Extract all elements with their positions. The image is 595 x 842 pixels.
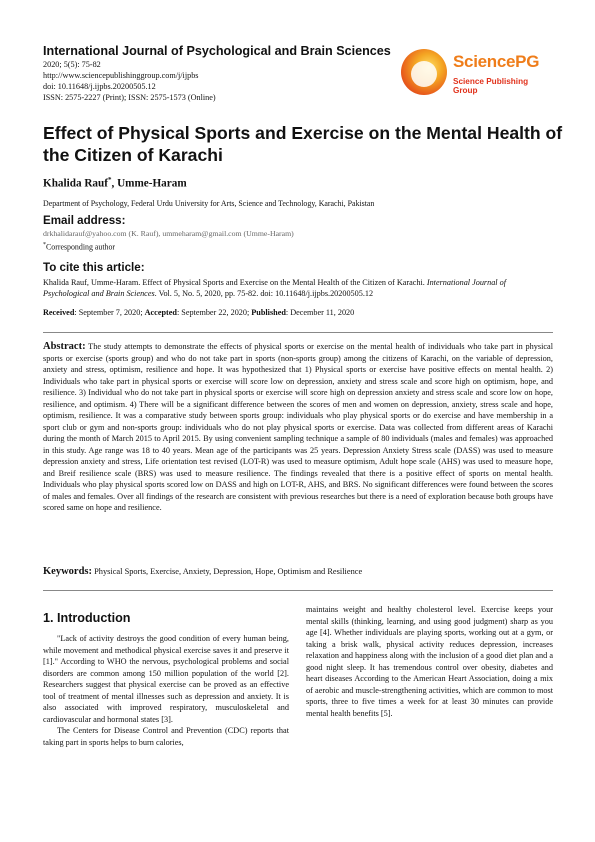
corresponding-text: Corresponding author (46, 242, 116, 252)
received-label: Received (43, 308, 75, 317)
left-column (43, 633, 289, 748)
keywords (43, 566, 553, 577)
journal-url[interactable]: http://www.sciencepublishinggroup.com/j/ijpbs (43, 71, 199, 80)
published-date: : December 11, 2020 (285, 308, 355, 317)
issn-line: ISSN: 2575-2227 (Print); ISSN: 2575-1573 (Online) (43, 93, 216, 102)
logo-subtitle: Science Publishing Group (453, 77, 529, 95)
section-heading: 1. Introduction (43, 611, 131, 625)
accepted-date: : September 22, 2020; (176, 308, 252, 317)
logo-name: SciencePG (453, 52, 540, 71)
globe-icon (401, 49, 447, 95)
received-date: : September 7, 2020; (74, 308, 145, 317)
paragraph: "Lack of activity destroys the good condition of every human being, while movement and methodical physical exercise saves it and preserve it [1]." According to WHO the nervous, psychological problems and social disorders are common among 150 million population of the world [2]. Researchers suggest that physical exercise can be proved as an effective tool of treatment of mental illnesses such as depression and anxiety. It is also associated with improved respiratory, musculoskeletal and cardiovascular and hormonal states [3]. (43, 634, 289, 724)
publication-dates (43, 308, 354, 317)
paper-title: Effect of Physical Sports and Exercise on the Mental Health of the Citizen of Karachi (43, 123, 563, 165)
divider (43, 332, 553, 333)
keywords-text: Physical Sports, Exercise, Anxiety, Depression, Hope, Optimism and Resilience (92, 567, 363, 576)
citation-journal: International Journal of Psychological and Brain Sciences (43, 278, 506, 298)
email-addresses[interactable]: drkhalidarauf@yahoo.com (K. Rauf), ummeharam@gmail.com (Umme-Haram) (43, 229, 294, 238)
abstract-text: The study attempts to demonstrate the effects of physical sports or exercise on the mental health of individuals who take part in physical sports or exercise (sports group) and who do not take part in sports (non-sports group) among the citizens of Karachi, on the variable of depression, anxiety and stress, optimism, resilience and hope. It was hypothesized that 1) Physical sports or exercise have positive effects on mental health. 2) Individuals who take part in physical sports or exercise will score low on depression, anxiety and stress scale and score high on optimism, hope, and resilience. 3) Individual who do not take part in physical sports or exercise will score high on depression anxiety and stress scale and score low on hope, resilience, and optimism. 4) There will be a significant difference between the scores of men and women on depression, anxiety, stress scale and hope, optimism, resilience. It was a comparative study between sports group: individuals who play physical sports or do exercise and have membership in a sport club or gym and non-sports group: individuals who do not play physical sports or exercise. Data was collected from different areas of Karachi during the month of March 2015 to April 2015. By using convenient sampling technique a sample of 80 individuals (males and females) was approached in this study. Age range was 18 to 40 years. Mean age of the participants was 25 years. Depression Anxiety Stress scale (DASS) was used to measure depression anxiety and stress, Life orientation test revised (LOT-R) was used to measure optimism, Adult hope scale (AHS) was used to measure hope, and Breif resilience scale (BRS) was used to measure resilience. The findings revealed that there is a positive effect of sports on mental health. Individuals who play physical sports scored low on DASS and high on LOT-R, AHS, and BRS. No significant differences were found between the scores of males and females. Over all findings of the research are consistent with previous researches but there is a need of exploration because both groups have scored same on hope and resilience. (43, 342, 553, 512)
citation-tail: . Vol. 5, No. 5, 2020, pp. 75-82. doi: 10.11648/j.ijpbs.20200505.12 (154, 289, 374, 298)
paragraph: The Centers for Disease Control and Prevention (CDC) reports that taking part in sports helps to burn calories, (43, 726, 289, 747)
abstract-label: Abstract: (43, 341, 86, 352)
citation-text (43, 277, 553, 299)
doi-line: doi: 10.11648/j.ijpbs.20200505.12 (43, 82, 156, 91)
accepted-label: Accepted (144, 308, 177, 317)
published-label: Published (251, 308, 286, 317)
paragraph: maintains weight and healthy cholesterol level. Exercise keeps your mental skills (thinking, learning, and using good judgment) sharp as you age [4]. Whether individuals are playing sports, working out at a gym, or taking a brisk walk, physical activity reduces depression, increases relaxation and happiness along with the inclusion of a good diet plan and a good night sleep. It has tremendous control over obesity, diabetes and heart diseases According to the American Heart Association, doing a mix of aerobic and muscle-strengthening activities, which are common to most sports, three to five times a week for at least 30 minutes can provide mental health benefits [5]. (306, 605, 553, 718)
corresponding-note (43, 242, 115, 252)
corresponding-mark: * (43, 242, 46, 248)
corresponding-mark: * (107, 176, 112, 184)
citation-heading: To cite this article: (43, 261, 145, 274)
email-heading: Email address: (43, 214, 126, 227)
author-name: Khalida Rauf (43, 177, 108, 190)
affiliation: Department of Psychology, Federal Urdu University for Arts, Science and Technology, Karachi, Pakistan (43, 199, 375, 208)
author-name: Umme-Haram (117, 177, 187, 190)
author-separator: , (111, 177, 118, 190)
journal-title: International Journal of Psychological and Brain Sciences (43, 44, 391, 58)
right-column (306, 604, 553, 719)
volume-line: 2020; 5(5): 75-82 (43, 60, 101, 69)
keywords-label: Keywords: (43, 566, 92, 577)
publisher-logo (399, 46, 549, 96)
citation-main: Khalida Rauf, Umme-Haram. Effect of Physical Sports and Exercise on the Mental Health of the Citizen of Karachi. (43, 278, 427, 287)
divider (43, 590, 553, 591)
abstract (43, 341, 553, 514)
author-list (43, 176, 187, 190)
